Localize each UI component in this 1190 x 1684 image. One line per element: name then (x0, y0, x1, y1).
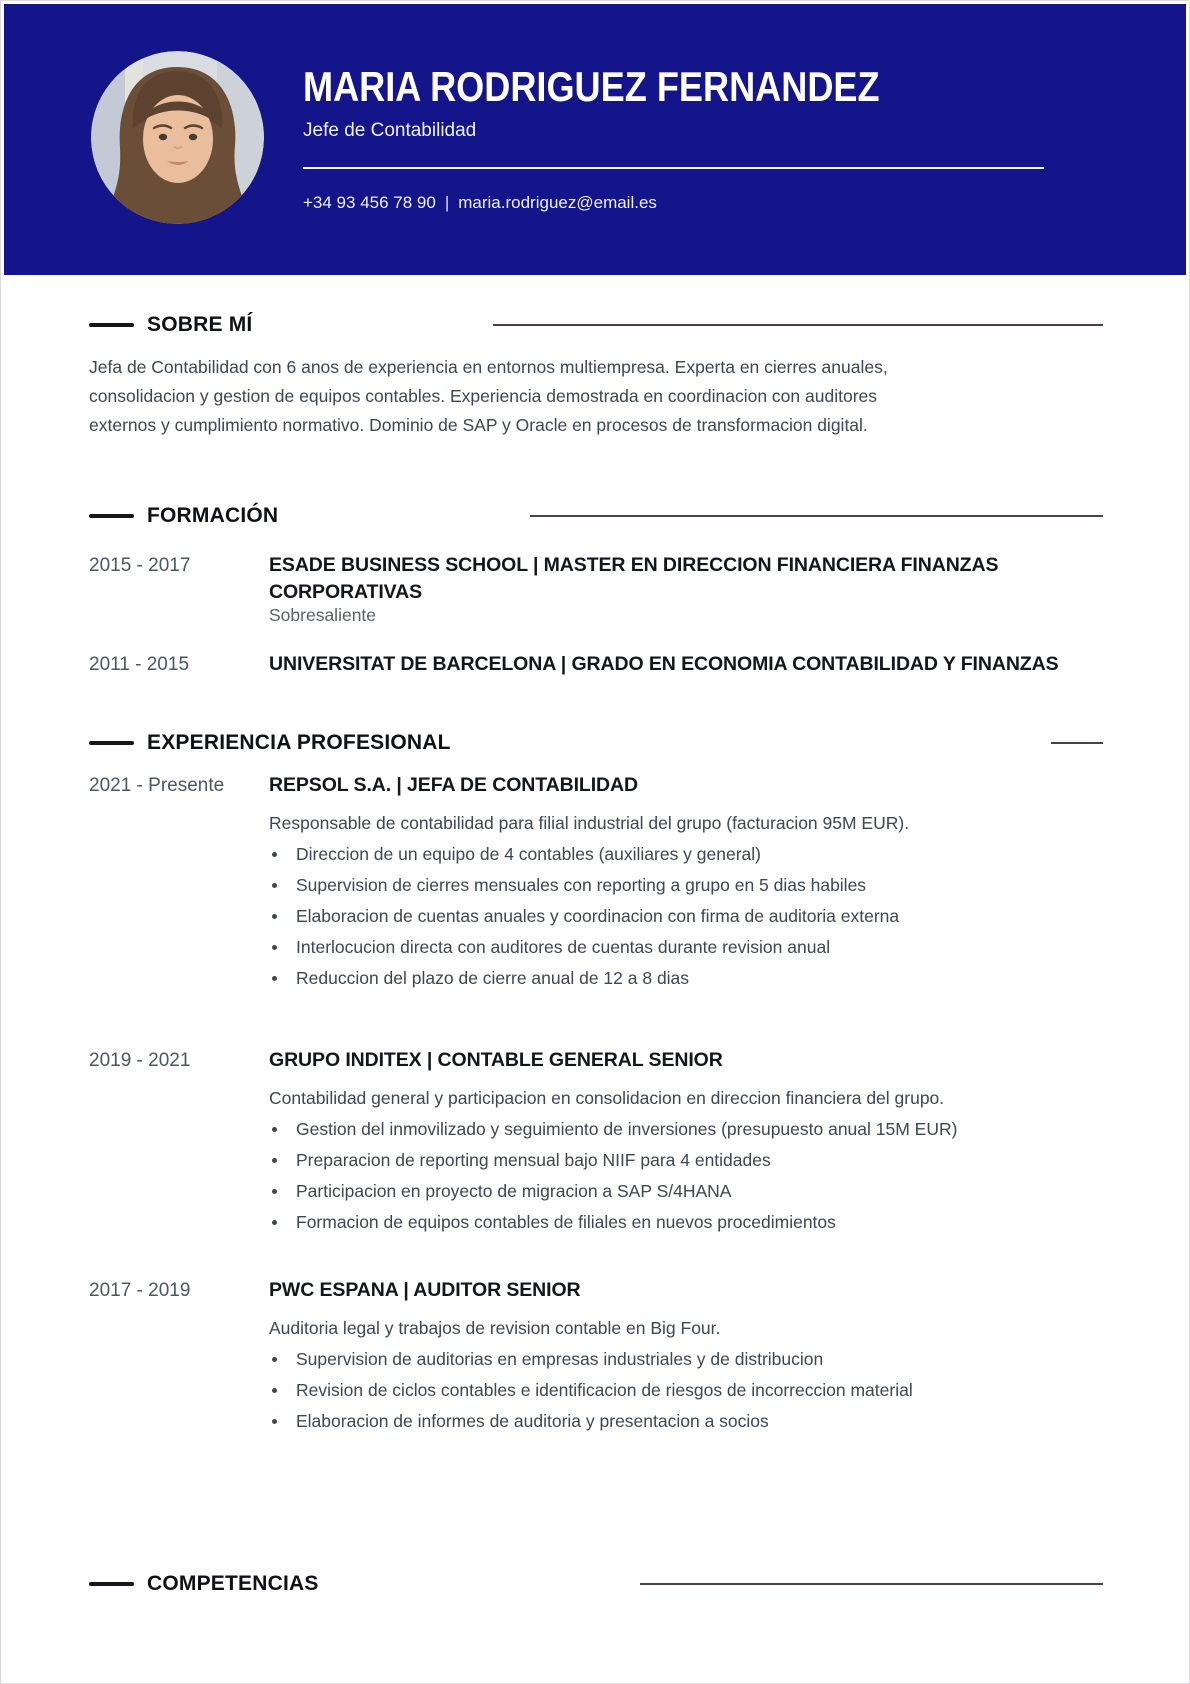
section-header-about (89, 312, 1103, 337)
entry-title: ESADE BUSINESS SCHOOL | MASTER EN DIRECCION FINANCIERA FINANZAS CORPORATIVAS (269, 554, 999, 603)
bullet-dot-icon (272, 1158, 277, 1163)
bullet-text: Gestion del inmovilizado y seguimiento de inversiones (presupuesto anual 15M EUR) (296, 1119, 958, 1139)
bullet-text: Interlocucion directa con auditores de cuentas durante revision anual (296, 937, 831, 957)
entry-body (269, 553, 1103, 625)
header-divider (303, 167, 1044, 169)
job-body (269, 1048, 1103, 1232)
bullet-dot-icon (272, 976, 277, 981)
job-dates: 2019 - 2021 (89, 1050, 191, 1071)
bullet-dot-icon (272, 1388, 277, 1393)
bullet-dot-icon (272, 1220, 277, 1225)
job-title: PWC ESPANA | AUDITOR SENIOR (269, 1279, 581, 1301)
section-skills (89, 1571, 1103, 1596)
header-text-group (303, 65, 1063, 213)
bullet-item (269, 1412, 1103, 1431)
job-body (269, 773, 1103, 988)
bullet-item (269, 1381, 1103, 1400)
section-dash-icon (89, 514, 134, 518)
section-dash-icon (89, 323, 134, 327)
bullet-dot-icon (272, 1189, 277, 1194)
job-description: Contabilidad general y participacion en consolidacion en direccion financiera del grupo. (269, 1088, 945, 1108)
section-header-experience (89, 730, 1103, 755)
about-paragraph (89, 353, 1103, 440)
section-title-education: FORMACIÓN (147, 504, 279, 527)
job-dates: 2021 - Presente (89, 775, 225, 796)
bullet-dot-icon (272, 914, 277, 919)
entry-title: UNIVERSITAT DE BARCELONA | GRADO EN ECONOMIA CONTABILIDAD Y FINANZAS (269, 653, 1059, 675)
section-dash-icon (89, 1582, 134, 1586)
job-list (89, 773, 1103, 1431)
entry-note: Sobresaliente (269, 605, 377, 625)
contact-line (303, 193, 1063, 213)
section-education (89, 503, 1103, 678)
job-entry-repsol (89, 773, 1103, 988)
bullet-item (269, 1350, 1103, 1369)
bullet-item (269, 1120, 1103, 1139)
bullet-item (269, 907, 1103, 926)
email-address: maria.rodriguez@email.es (458, 193, 657, 212)
profile-photo (91, 51, 264, 224)
profile-photo-illustration (91, 51, 264, 224)
education-entries (89, 553, 1103, 678)
section-experience (89, 730, 1103, 1431)
job-description: Auditoria legal y trabajos de revision contable en Big Four. (269, 1318, 721, 1338)
bullet-dot-icon (272, 883, 277, 888)
education-entry (89, 553, 1103, 625)
section-header-education (89, 503, 1103, 528)
section-header-skills (89, 1571, 1103, 1596)
bullet-item (269, 845, 1103, 864)
job-bullets (269, 1350, 1103, 1431)
bullet-text: Reduccion del plazo de cierre anual de 12 a 8 dias (296, 968, 690, 988)
bullet-text: Supervision de auditorias en empresas industriales y de distribucion (296, 1349, 824, 1369)
job-entry-pwc (89, 1278, 1103, 1431)
bullet-text: Elaboracion de cuentas anuales y coordinacion con firma de auditoria externa (296, 906, 900, 926)
job-title: REPSOL S.A. | JEFA DE CONTABILIDAD (269, 774, 638, 796)
about-line: Jefa de Contabilidad con 6 anos de experiencia en entornos multiempresa. Experta en cierres anuales, (89, 357, 888, 377)
section-title-about: SOBRE MÍ (147, 313, 253, 336)
education-entry (89, 652, 1103, 678)
entry-dates: 2015 - 2017 (89, 555, 191, 576)
section-about (89, 312, 1103, 440)
section-dash-icon (89, 741, 134, 745)
bullet-text: Elaboracion de informes de auditoria y presentacion a socios (296, 1411, 769, 1431)
bullet-item (269, 1182, 1103, 1201)
bullet-item (269, 876, 1103, 895)
about-line: externos y cumplimiento normativo. Dominio de SAP y Oracle en procesos de transformacion digital. (89, 415, 868, 435)
bullet-text: Formacion de equipos contables de filiales en nuevos procedimientos (296, 1212, 836, 1232)
section-title-experience: EXPERIENCIA PROFESIONAL (147, 731, 451, 754)
bullet-item (269, 969, 1103, 988)
bullet-dot-icon (272, 1127, 277, 1132)
bullet-text: Supervision de cierres mensuales con reporting a grupo en 5 dias habiles (296, 875, 867, 895)
bullet-dot-icon (272, 852, 277, 857)
bullet-text: Revision de ciclos contables e identificacion de riesgos de incorreccion material (296, 1380, 913, 1400)
about-line: consolidacion y gestion de equipos contables. Experiencia demostrada en coordinacion con auditores (89, 386, 878, 406)
entry-body (269, 652, 1103, 678)
header (4, 4, 1186, 275)
bullet-item (269, 938, 1103, 957)
bullet-item (269, 1151, 1103, 1170)
job-dates: 2017 - 2019 (89, 1280, 191, 1301)
job-title: GRUPO INDITEX | CONTABLE GENERAL SENIOR (269, 1049, 723, 1071)
job-description: Responsable de contabilidad para filial industrial del grupo (facturacion 95M EUR). (269, 813, 910, 833)
bullet-dot-icon (272, 1419, 277, 1424)
job-entry-inditex (89, 1048, 1103, 1232)
section-rule (1051, 742, 1103, 744)
section-title-skills: COMPETENCIAS (147, 1572, 319, 1595)
bullet-text: Participacion en proyecto de migracion a SAP S/4HANA (296, 1181, 732, 1201)
section-rule (530, 515, 1103, 517)
bullet-dot-icon (272, 945, 277, 950)
bullet-item (269, 1213, 1103, 1232)
job-bullets (269, 1120, 1103, 1232)
bullet-text: Preparacion de reporting mensual bajo NIIF para 4 entidades (296, 1150, 771, 1170)
job-bullets (269, 845, 1103, 988)
entry-dates: 2011 - 2015 (89, 654, 190, 675)
resume-body (1, 275, 1189, 1596)
candidate-name: MARIA RODRIGUEZ FERNANDEZ (303, 63, 880, 110)
section-rule (640, 1583, 1103, 1585)
section-rule (493, 324, 1103, 326)
phone-number: +34 93 456 78 90 (303, 193, 436, 212)
bullet-dot-icon (272, 1357, 277, 1362)
bullet-text: Direccion de un equipo de 4 contables (auxiliares y general) (296, 844, 761, 864)
job-body (269, 1278, 1103, 1431)
contact-separator: | (444, 193, 450, 212)
candidate-title: Jefe de Contabilidad (303, 120, 477, 141)
